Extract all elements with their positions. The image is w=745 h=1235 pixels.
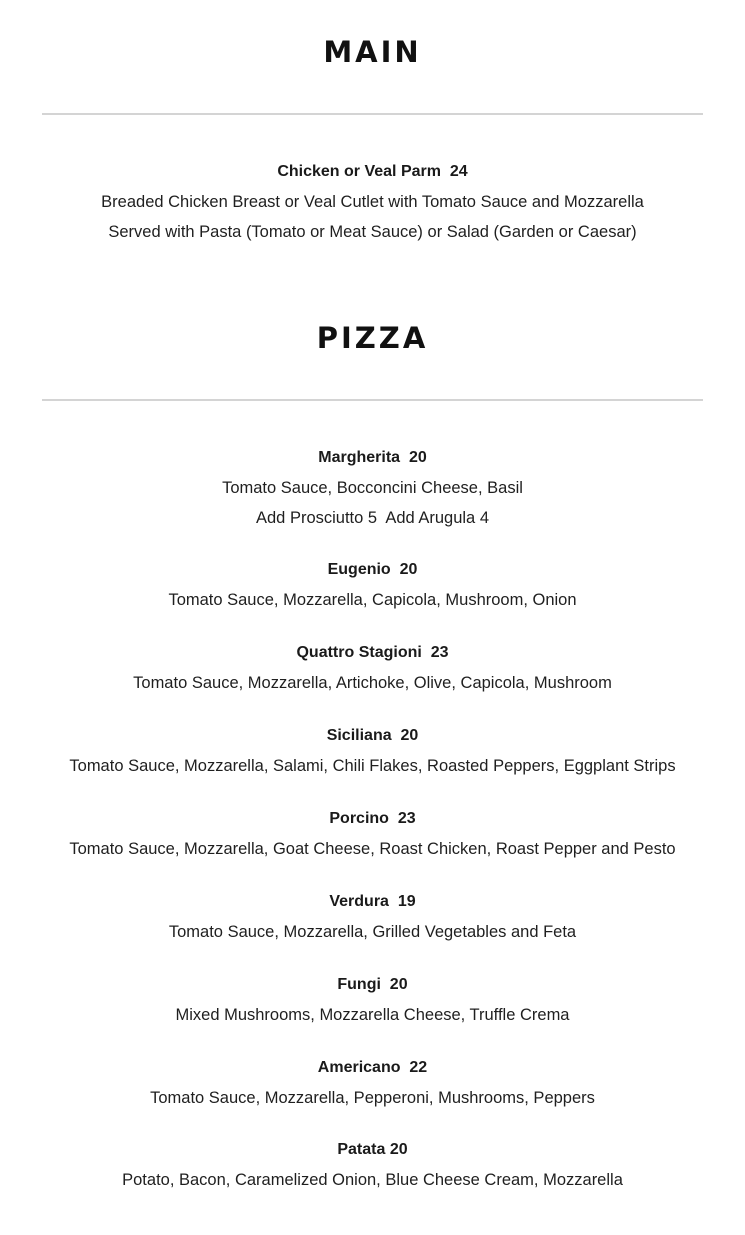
menu-item [0,970,745,1030]
menu-item [0,887,745,947]
menu-item-description: Tomato Sauce, Mozzarella, Capicola, Mushroom, Onion [168,591,577,609]
menu-item [0,1135,745,1195]
menu-item-description: Add Prosciutto 5 Add Arugula 4 [256,509,489,527]
menu-item-description: Tomato Sauce, Mozzarella, Goat Cheese, Roast Chicken, Roast Pepper and Pesto [69,840,676,858]
menu-item-name: Quattro Stagioni 23 [296,644,449,661]
menu-item-name: Margherita 20 [318,449,427,466]
menu-item-description: Tomato Sauce, Mozzarella, Pepperoni, Mushrooms, Peppers [150,1089,595,1107]
menu-item-name: Eugenio 20 [327,561,418,578]
menu-item-name: Fungi 20 [337,976,408,993]
menu-item [0,1053,745,1113]
menu-item-name: Siciliana 20 [326,727,419,744]
menu-item-description: Served with Pasta (Tomato or Meat Sauce) or Salad (Garden or Caesar) [108,223,637,241]
menu-item-name: Porcino 23 [329,810,416,827]
section-title-pizza: PIZZA [316,321,429,355]
menu-item-description: Tomato Sauce, Bocconcini Cheese, Basil [222,479,523,497]
menu-item [0,638,745,698]
menu-item-description: Potato, Bacon, Caramelized Onion, Blue Cheese Cream, Mozzarella [122,1171,623,1189]
menu-item [0,804,745,864]
menu-item-name: Verdura 19 [329,893,416,910]
menu-item-name: Americano 22 [317,1059,428,1076]
menu-item [0,157,745,247]
section-divider [42,399,703,401]
menu-item-description: Mixed Mushrooms, Mozzarella Cheese, Truffle Crema [175,1006,570,1024]
menu-item [0,555,745,615]
menu-item-description: Tomato Sauce, Mozzarella, Salami, Chili Flakes, Roasted Peppers, Eggplant Strips [69,757,676,775]
menu-item-description: Breaded Chicken Breast or Veal Cutlet with Tomato Sauce and Mozzarella [101,193,644,211]
menu-item [0,443,745,533]
section-title-main: MAIN [323,35,422,69]
menu-item-description: Tomato Sauce, Mozzarella, Grilled Vegetables and Feta [168,923,577,941]
menu-item-description: Tomato Sauce, Mozzarella, Artichoke, Olive, Capicola, Mushroom [133,674,612,692]
section-divider [42,113,703,115]
menu-item-name: Chicken or Veal Parm 24 [277,163,468,180]
menu-item [0,721,745,781]
menu-item-name: Patata 20 [337,1141,408,1158]
